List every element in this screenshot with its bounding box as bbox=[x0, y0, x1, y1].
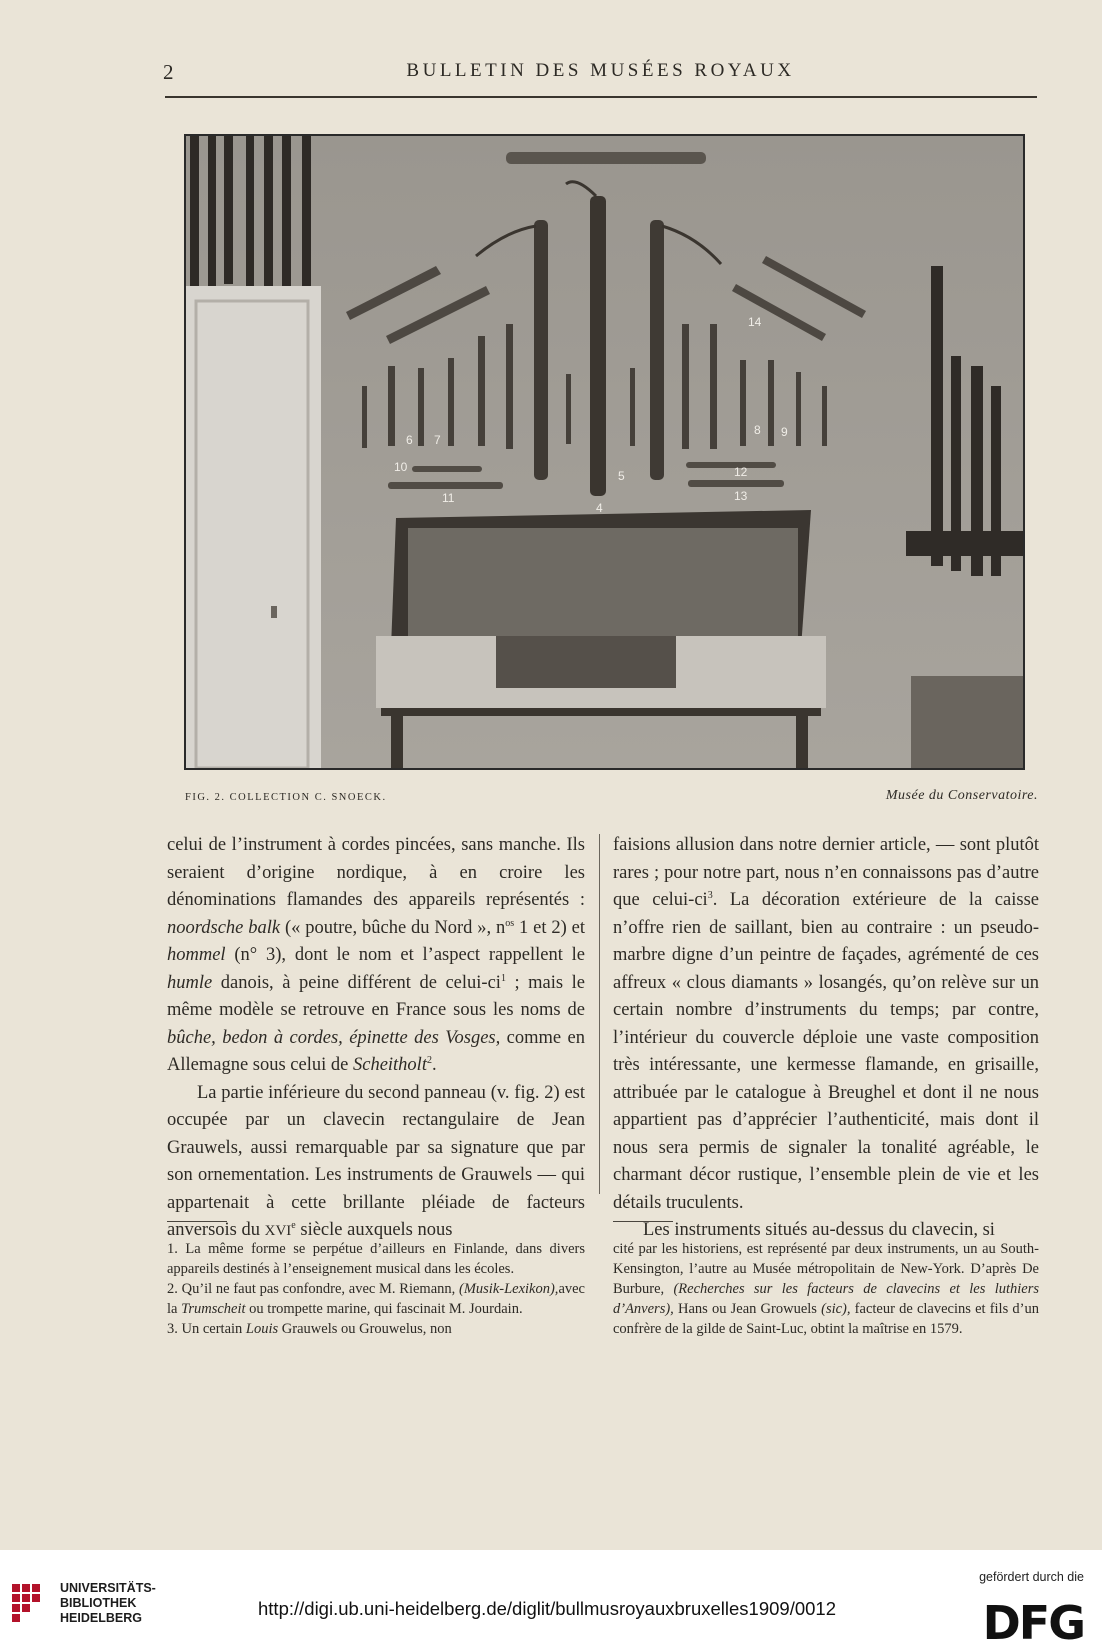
door bbox=[186, 286, 321, 768]
paragraph: La partie inférieure du second panneau (v. fig. 2) est occupée par un clavecin rectangulaire de Jean Grauwels, aussi remarquable par sa signature que par son ornementation. Les instruments de Grauwels — qui appartenait à cette brillante pléiade de facteurs anversois du XVIe siècle auxquels nous bbox=[167, 1082, 585, 1240]
page-number: 2 bbox=[163, 60, 175, 84]
footnote-continuation: cité par les historiens, est représenté par deux instruments, un au South-Kensington, l’autre au Musée métropolitain de New-York. D’après De Burbure, (Recherches sur les facteurs de clavecins et les luthiers d’Anvers), Hans ou Jean Growuels (sic), facteur de clavecins et fils d’un confrère de la gilde de Saint-Luc, obtint la maîtrise en 1579. bbox=[613, 1241, 1040, 1337]
journal-title: BULLETIN DES MUSÉES ROYAUX bbox=[406, 60, 795, 81]
flute bbox=[506, 152, 706, 164]
figure-caption: FIG. 2. COLLECTION C. SNOECK. bbox=[185, 792, 387, 803]
fig-label-5: 5 bbox=[618, 469, 625, 483]
fig-label-9: 9 bbox=[781, 425, 788, 439]
running-header bbox=[163, 60, 1038, 90]
great-bass-recorder bbox=[590, 196, 606, 496]
footnote-rule-left bbox=[167, 1221, 227, 1222]
library-name: UNIVERSITÄTS- BIBLIOTHEK HEIDELBERG bbox=[60, 1581, 156, 1625]
paragraph: celui de l’instrument à cordes pincées, sans manche. Ils seraient d’origine nordique, à en croire les dénominations flamandes des appareils représentés : noordsche balk (« poutre, bûche du Nord », $n^{os}$ 1 et 2) et hommel (n° 3), dont le nom et l’aspect rappellent le humle danois, à peine différent de celui-$ci^1$ ; mais le même modèle se retrouve en France sous les noms de bûche, bedon à cordes, épinette des Vosges, comme en Allemagne sous celui de Scheitholt$^2$. bbox=[167, 835, 586, 1075]
footnote-ref: 1 bbox=[500, 972, 506, 984]
fig-label-13: 13 bbox=[734, 489, 748, 503]
sponsor-text: gefördert durch die bbox=[979, 1570, 1084, 1584]
footnotes-left bbox=[167, 1239, 585, 1339]
footnotes-right bbox=[613, 1239, 1039, 1339]
fig-label-8: 8 bbox=[754, 423, 761, 437]
text-column-right bbox=[613, 832, 1039, 1245]
university-library-logo-icon bbox=[10, 1580, 52, 1624]
text-column-left bbox=[167, 832, 585, 1246]
digitization-footer bbox=[0, 1550, 1102, 1652]
dfg-logo: DFG bbox=[982, 1596, 1084, 1650]
footnote: 3. Un certain Louis Grauwels ou Grouwelus, non bbox=[167, 1321, 452, 1337]
fig-label-14: 14 bbox=[748, 315, 762, 329]
instrument-collection-photo bbox=[186, 136, 1023, 768]
paragraph: Les instruments situés au-dessus du clavecin, si bbox=[643, 1220, 995, 1240]
figure-credit: Musée du Conservatoire. bbox=[885, 788, 1038, 803]
source-url-link[interactable]: http://digi.ub.uni-heidelberg.de/diglit/bullmusroyauxbruxelles1909/0012 bbox=[258, 1598, 836, 1619]
figure-photograph bbox=[184, 134, 1025, 770]
fig-label-10: 10 bbox=[394, 460, 408, 474]
paragraph: faisions allusion dans notre dernier article, — sont plutôt rares ; pour notre part, nous n’en connaissons pas d’autre que celui-$ci^3$. La décoration extérieure de la caisse n’offre rien de saillant, bien au contraire : un pseudo-marbre digne d’un peintre de façades, agrémenté de ces affreux « clous diamants » losangés, qu’on relève sur un certain nombre d’instruments du temps; par contre, l’intérieur du couvercle déploie une vaste composition très intéressante, une kermesse flamande, en grisaille, attribuée par le catalogue à Breughel et dont il ne nous appartient pas d’apprécier l’authenticité, mais dont il nous sera permis de signaler la tonalité agréable, le charmant décor rustique, l’ensemble plein de vie et les détails truculents. bbox=[613, 835, 1039, 1213]
fig-label-7: 7 bbox=[434, 433, 441, 447]
footnote-ref: 3 bbox=[707, 889, 713, 901]
footnote: 2. Qu’il ne faut pas confondre, avec M. Riemann, (Musik-Lexikon),avec la Trumscheit ou trompette marine, qui fascinait M. Jourdain. bbox=[167, 1281, 585, 1317]
footnote-rule-right bbox=[613, 1221, 673, 1222]
fig-label-12: 12 bbox=[734, 465, 748, 479]
footnote-ref: 2 bbox=[426, 1054, 432, 1066]
bass-recorder bbox=[650, 220, 664, 480]
column-divider bbox=[599, 834, 600, 1194]
footnote: 1. La même forme se perpétue d’ailleurs en Finlande, dans divers appareils destinés à l’enseignement musical dans les écoles. bbox=[167, 1241, 585, 1277]
fig-label-6: 6 bbox=[406, 433, 413, 447]
bass-recorder bbox=[534, 220, 548, 480]
fig-label-11: 11 bbox=[442, 491, 455, 505]
fig-label-4: 4 bbox=[596, 501, 603, 515]
header-rule bbox=[165, 96, 1037, 98]
